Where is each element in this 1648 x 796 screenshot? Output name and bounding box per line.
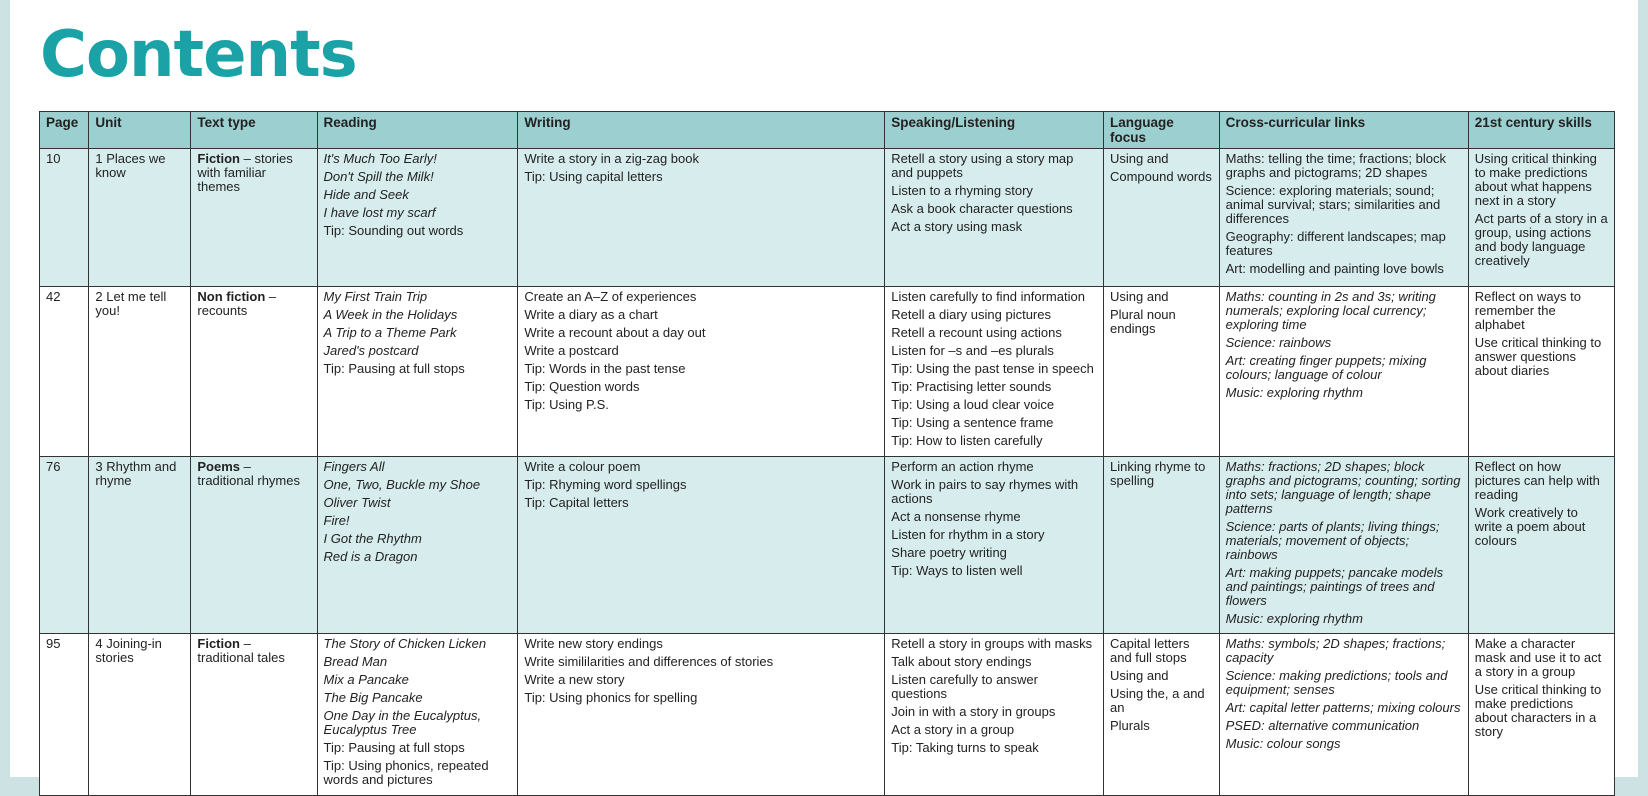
text-type-genre: Fiction xyxy=(197,636,240,651)
table-row xyxy=(40,287,1615,457)
speaking-item: Tip: Using the past tense in speech xyxy=(891,361,1094,376)
reading-item: Mix a Pancake xyxy=(323,672,409,687)
reading-item: I have lost my scarf xyxy=(323,205,436,220)
speaking-item: Work in pairs to say rhymes with actions xyxy=(891,477,1079,506)
cross-curricular-item: Maths: symbols; 2D shapes; fractions; capacity xyxy=(1225,636,1446,665)
reading-item: I Got the Rhythm xyxy=(323,531,422,546)
writing-cell xyxy=(518,149,885,287)
skills-item: Using critical thinking to make predictions about what happens next in a story xyxy=(1474,151,1597,208)
header-language-focus: Language focus xyxy=(1103,112,1219,149)
speaking-item: Act a nonsense rhyme xyxy=(891,509,1021,524)
skills-cell xyxy=(1468,149,1614,287)
cross-curricular-item: Art: making puppets; pancake models and paintings; paintings of trees and flowers xyxy=(1225,565,1444,608)
speaking-item: Tip: Using a sentence frame xyxy=(891,415,1054,430)
reading-item: The Big Pancake xyxy=(323,690,423,705)
cross-curricular-item: Science: parts of plants; living things; materials; movement of objects; rainbows xyxy=(1225,519,1440,562)
speaking-item: Act a story in a group xyxy=(891,722,1015,737)
unit-name: 3 Rhythm and rhyme xyxy=(95,459,177,488)
reading-item: Fingers All xyxy=(323,459,385,474)
unit-name: 4 Joining-in stories xyxy=(95,636,162,665)
cross-curricular-item: Music: exploring rhythm xyxy=(1225,611,1363,626)
text-type-detail: – recounts xyxy=(197,289,277,318)
text-type xyxy=(197,152,310,194)
unit-cell xyxy=(89,634,191,796)
header-row xyxy=(40,112,1615,149)
text-type-genre: Fiction xyxy=(197,151,240,166)
cross-curricular-item: Maths: fractions; 2D shapes; block graphs and pictograms; counting; sorting into sets; language of length; shape patterns xyxy=(1225,459,1461,516)
text-type-detail: – traditional rhymes xyxy=(197,459,300,488)
reading-item: Oliver Twist xyxy=(323,495,391,510)
language-item: Using and xyxy=(1109,668,1169,683)
header-21st-century-skills: 21st century skills xyxy=(1468,112,1614,149)
text-type-genre: Non fiction xyxy=(197,289,266,304)
cross-curricular-cell xyxy=(1219,457,1468,634)
header-reading: Reading xyxy=(317,112,518,149)
speaking-item: Retell a story using a story map and puppets xyxy=(891,151,1074,180)
page-number: 10 xyxy=(46,151,61,166)
language-item: Using and xyxy=(1109,151,1169,166)
reading-item: Tip: Pausing at full stops xyxy=(323,740,465,755)
text-type xyxy=(197,637,310,665)
cross-curricular-cell xyxy=(1219,149,1468,287)
writing-cell xyxy=(518,457,885,634)
language-item: Plurals xyxy=(1109,718,1150,733)
text-type-genre: Poems xyxy=(197,459,241,474)
page-cell xyxy=(40,457,89,634)
writing-item: Write a colour poem xyxy=(524,459,641,474)
table-row xyxy=(40,457,1615,634)
page-number: 95 xyxy=(46,636,61,651)
text-type-cell xyxy=(191,634,317,796)
reading-item: The Story of Chicken Licken xyxy=(323,636,487,651)
cross-curricular-item: Art: capital letter patterns; mixing colours xyxy=(1225,700,1461,715)
cross-curricular-item: Music: colour songs xyxy=(1225,736,1341,751)
page-title: Contents xyxy=(40,18,357,92)
reading-item: One Day in the Eucalyptus, Eucalyptus Tree xyxy=(323,708,482,737)
reading-item: Red is a Dragon xyxy=(323,549,418,564)
text-type xyxy=(197,290,310,318)
cross-curricular-item: Maths: telling the time; fractions; block graphs and pictograms; 2D shapes xyxy=(1225,151,1446,180)
writing-item: Write simililarities and differences of stories xyxy=(524,654,774,669)
reading-item: One, Two, Buckle my Shoe xyxy=(323,477,481,492)
skills-cell xyxy=(1468,287,1614,457)
writing-item: Write a diary as a chart xyxy=(524,307,658,322)
language-cell xyxy=(1103,287,1219,457)
skills-cell xyxy=(1468,457,1614,634)
speaking-item: Tip: How to listen carefully xyxy=(891,433,1043,448)
text-type-cell xyxy=(191,287,317,457)
cross-curricular-item: Art: modelling and painting love bowls xyxy=(1225,261,1444,276)
cross-curricular-item: Science: exploring materials; sound; animal survival; stars; similarities and differences xyxy=(1225,183,1441,226)
reading-item: Jared's postcard xyxy=(323,343,419,358)
cross-curricular-cell xyxy=(1219,287,1468,457)
speaking-item: Join in with a story in groups xyxy=(891,704,1056,719)
cross-curricular-item: Science: making predictions; tools and equipment; senses xyxy=(1225,668,1448,697)
speaking-cell xyxy=(885,287,1104,457)
unit-cell xyxy=(89,149,191,287)
cross-curricular-cell xyxy=(1219,634,1468,796)
writing-cell xyxy=(518,634,885,796)
header-cross-curricular: Cross-curricular links xyxy=(1219,112,1468,149)
speaking-item: Retell a recount using actions xyxy=(891,325,1062,340)
text-type-detail: – traditional tales xyxy=(197,636,285,665)
language-cell xyxy=(1103,634,1219,796)
speaking-item: Tip: Ways to listen well xyxy=(891,563,1023,578)
writing-item: Write a recount about a day out xyxy=(524,325,706,340)
skills-item: Reflect on ways to remember the alphabet xyxy=(1474,289,1582,332)
reading-item: Hide and Seek xyxy=(323,187,409,202)
speaking-item: Share poetry writing xyxy=(891,545,1007,560)
page-number: 42 xyxy=(46,289,61,304)
writing-item: Write a postcard xyxy=(524,343,619,358)
skills-cell xyxy=(1468,634,1614,796)
cross-curricular-item: Science: rainbows xyxy=(1225,335,1332,350)
speaking-item: Perform an action rhyme xyxy=(891,459,1034,474)
speaking-item: Ask a book character questions xyxy=(891,201,1073,216)
cross-curricular-item: Geography: different landscapes; map features xyxy=(1225,229,1446,258)
speaking-item: Listen to a rhyming story xyxy=(891,183,1033,198)
skills-item: Make a character mask and use it to act a story in a group xyxy=(1474,636,1602,679)
unit-cell xyxy=(89,287,191,457)
unit-name: 1 Places we know xyxy=(95,151,166,180)
writing-item: Tip: Question words xyxy=(524,379,640,394)
writing-item: Write new story endings xyxy=(524,636,663,651)
speaking-item: Listen for rhythm in a story xyxy=(891,527,1045,542)
speaking-cell xyxy=(885,457,1104,634)
reading-item: Tip: Pausing at full stops xyxy=(323,361,465,376)
reading-cell xyxy=(317,457,518,634)
text-type xyxy=(197,460,310,488)
table-row xyxy=(40,149,1615,287)
speaking-item: Act a story using mask xyxy=(891,219,1023,234)
writing-item: Write a story in a zig-zag book xyxy=(524,151,699,166)
writing-item: Tip: Using phonics for spelling xyxy=(524,690,698,705)
skills-item: Use critical thinking to answer questions about diaries xyxy=(1474,335,1602,378)
reading-item: Bread Man xyxy=(323,654,388,669)
page-cell xyxy=(40,634,89,796)
reading-item: My First Train Trip xyxy=(323,289,428,304)
unit-name: 2 Let me tell you! xyxy=(95,289,167,318)
language-item: Compound words xyxy=(1109,169,1212,184)
contents-page xyxy=(10,0,1638,787)
page-cell xyxy=(40,149,89,287)
speaking-item: Talk about story endings xyxy=(891,654,1032,669)
reading-item: Don't Spill the Milk! xyxy=(323,169,434,184)
speaking-item: Tip: Taking turns to speak xyxy=(891,740,1039,755)
speaking-item: Tip: Using a loud clear voice xyxy=(891,397,1055,412)
page-number: 76 xyxy=(46,459,61,474)
table-row xyxy=(40,634,1615,796)
cross-curricular-item: Maths: counting in 2s and 3s; writing numerals; exploring local currency; exploring time xyxy=(1225,289,1436,332)
language-item: Capital letters and full stops xyxy=(1109,636,1190,665)
language-item: Linking rhyme to spelling xyxy=(1109,459,1206,488)
speaking-item: Retell a diary using pictures xyxy=(891,307,1051,322)
header-text-type: Text type xyxy=(191,112,317,149)
contents-table xyxy=(39,111,1615,796)
language-item: Using the, a and an xyxy=(1109,686,1205,715)
reading-cell xyxy=(317,287,518,457)
text-type-detail: – stories with familiar themes xyxy=(197,151,293,194)
reading-item: Tip: Sounding out words xyxy=(323,223,464,238)
speaking-item: Listen carefully to find information xyxy=(891,289,1085,304)
reading-item: Tip: Using phonics, repeated words and pictures xyxy=(323,758,489,787)
skills-item: Use critical thinking to make predictions about characters in a story xyxy=(1474,682,1602,739)
language-item: Plural noun endings xyxy=(1109,307,1176,336)
header-speaking-listening: Speaking/Listening xyxy=(885,112,1104,149)
writing-item: Tip: Words in the past tense xyxy=(524,361,686,376)
speaking-item: Listen for –s and –es plurals xyxy=(891,343,1054,358)
text-type-cell xyxy=(191,457,317,634)
reading-item: A Week in the Holidays xyxy=(323,307,458,322)
page-cell xyxy=(40,287,89,457)
skills-item: Work creatively to write a poem about colours xyxy=(1474,505,1586,548)
text-type-cell xyxy=(191,149,317,287)
cross-curricular-item: PSED: alternative communication xyxy=(1225,718,1420,733)
skills-item: Reflect on how pictures can help with reading xyxy=(1474,459,1600,502)
cross-curricular-item: Art: creating finger puppets; mixing colours; language of colour xyxy=(1225,353,1427,382)
writing-cell xyxy=(518,287,885,457)
language-cell xyxy=(1103,457,1219,634)
writing-item: Tip: Using P.S. xyxy=(524,397,609,412)
speaking-item: Tip: Practising letter sounds xyxy=(891,379,1052,394)
writing-item: Create an A–Z of experiences xyxy=(524,289,697,304)
speaking-cell xyxy=(885,149,1104,287)
header-unit: Unit xyxy=(89,112,191,149)
language-cell xyxy=(1103,149,1219,287)
reading-item: A Trip to a Theme Park xyxy=(323,325,457,340)
header-writing: Writing xyxy=(518,112,885,149)
speaking-item: Retell a story in groups with masks xyxy=(891,636,1093,651)
reading-item: Fire! xyxy=(323,513,350,528)
skills-item: Act parts of a story in a group, using actions and body language creatively xyxy=(1474,211,1608,268)
writing-item: Tip: Capital letters xyxy=(524,495,629,510)
speaking-item: Listen carefully to answer questions xyxy=(891,672,1038,701)
speaking-cell xyxy=(885,634,1104,796)
header-page: Page xyxy=(40,112,89,149)
writing-item: Tip: Rhyming word spellings xyxy=(524,477,687,492)
writing-item: Tip: Using capital letters xyxy=(524,169,663,184)
reading-cell xyxy=(317,634,518,796)
unit-cell xyxy=(89,457,191,634)
cross-curricular-item: Music: exploring rhythm xyxy=(1225,385,1363,400)
reading-cell xyxy=(317,149,518,287)
language-item: Using and xyxy=(1109,289,1169,304)
writing-item: Write a new story xyxy=(524,672,625,687)
reading-item: It's Much Too Early! xyxy=(323,151,437,166)
